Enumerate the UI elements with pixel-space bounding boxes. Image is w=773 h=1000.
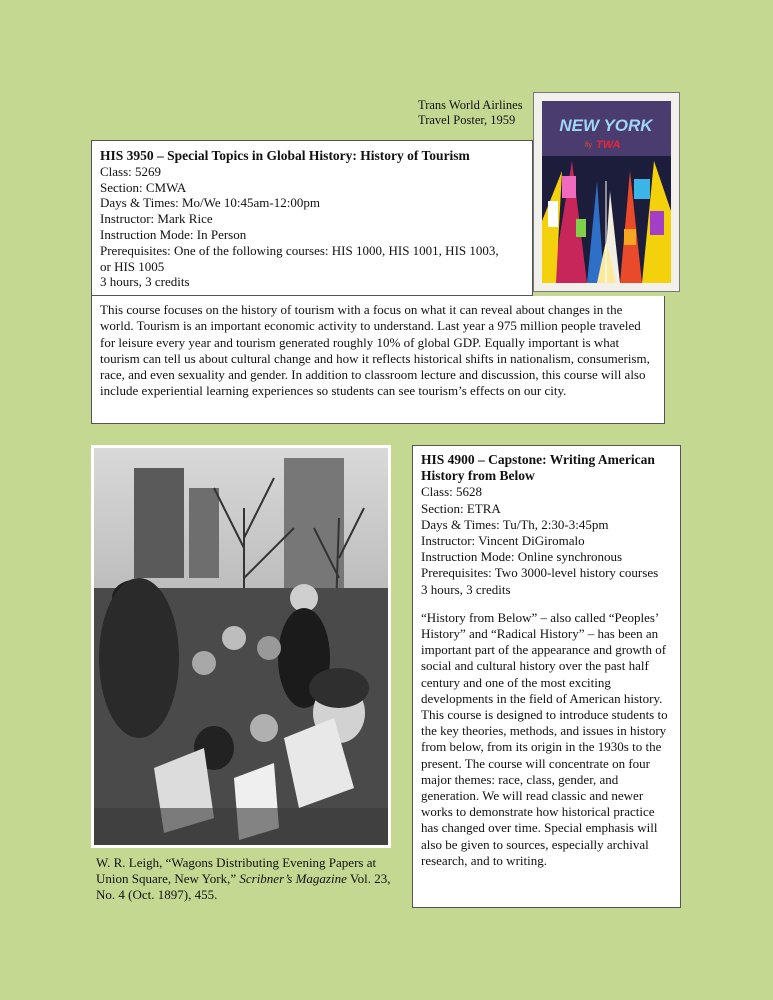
illustration-artwork (94, 448, 388, 845)
poster-artwork (542, 101, 671, 283)
course1-credits: 3 hours, 3 credits (100, 274, 190, 290)
course2-instructor: Instructor: Vincent DiGiromalo (421, 533, 585, 549)
course1-mode: Instruction Mode: In Person (100, 226, 247, 242)
newsboys-illustration (91, 445, 391, 848)
poster-caption-line2: Travel Poster, 1959 (418, 113, 516, 127)
course1-title: HIS 3950 – Special Topics in Global History: History of Tourism (100, 148, 470, 163)
illustration-caption-prefix: W. R. Leigh, “Wagons Distributing Evening Papers at Union Square, New York,” (96, 855, 377, 886)
illustration-caption (96, 855, 396, 903)
twa-travel-poster (533, 92, 680, 292)
poster-caption (418, 98, 538, 128)
course-his3950-box (91, 140, 533, 296)
course1-class: Class: 5269 (100, 163, 162, 179)
course1-instructor: Instructor: Mark Rice (100, 211, 213, 227)
course2-description: “History from Below” – also called “Peoples’ History” and “Radical History” – has been an important part of the appearance and growth of social and cultural history over the past half century and one of the most exciting developments in the field of American history. This course is designed to introduce students to the key theories, methods, and issues in history from below, from its origin in the 1930s to the present. The course will concentrate on four major themes: race, class, gender, and generation. We will read classic and newer works to demonstrate how historical practice has changed over time. Special emphasis will also be given to sources, especially archival research, and to writing. (421, 609, 668, 868)
course2-mode: Instruction Mode: Online synchronous (421, 549, 623, 565)
poster-fly: fly (585, 142, 592, 149)
course2-class: Class: 5628 (421, 484, 483, 500)
poster-caption-line1: Trans World Airlines (418, 98, 523, 112)
poster-title: NEW YORK (559, 116, 653, 135)
course1-description-box (91, 296, 665, 424)
course2-prereq: Prerequisites: Two 3000-level history courses (421, 565, 659, 581)
illustration-caption-italic: Scribner’s Magazine (239, 871, 347, 886)
course1-days-times: Days & Times: Mo/We 10:45am-12:00pm (100, 195, 320, 211)
course1-section: Section: CMWA (100, 179, 187, 195)
course2-days-times: Days & Times: Tu/Th, 2:30-3:45pm (421, 516, 609, 532)
course1-prereq-line1: Prerequisites: One of the following courses: HIS 1000, HIS 1001, HIS 1003, (100, 242, 499, 258)
poster-brand: TWA (596, 139, 621, 151)
course1-description: This course focuses on the history of tourism with a focus on what it can reveal about changes in the world. Tourism is an important economic activity to understand. Last year a 975 million people traveled for leisure every year and tourism generated roughly 10% of global GDP. Equally important is what tourism can tell us about cultural change and how it reflects historical shifts in nationalism, consumerism, race, and even sexuality and gender. In addition to classroom lecture and discussion, this course will also include experiential learning experiences so students can see tourism’s effects on our city. (100, 302, 650, 399)
course2-title: HIS 4900 – Capstone: Writing American History from Below (421, 452, 655, 484)
illustration-caption-suffix: Vol. 23, No. 4 (Oct. 1897), 455. (96, 871, 391, 902)
course2-credits: 3 hours, 3 credits (421, 581, 511, 597)
course2-section: Section: ETRA (421, 500, 501, 516)
course1-prereq-line2: or HIS 1005 (100, 258, 165, 274)
course-his4900-box (412, 445, 681, 908)
